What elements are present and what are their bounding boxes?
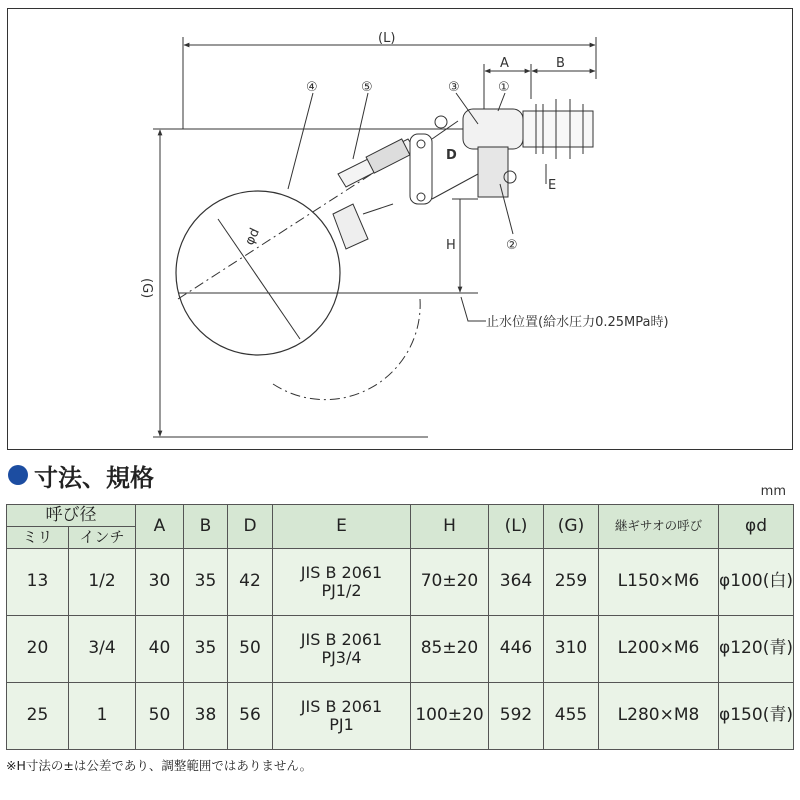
technical-drawing [7, 8, 793, 450]
label-b: B [556, 56, 565, 71]
cell-e-line2: PJ1/2 [321, 581, 362, 600]
header-e: E [273, 505, 411, 549]
ball-tap-diagram [8, 9, 791, 448]
header-rod: 継ギサオの呼び [599, 505, 719, 549]
stem-rod [363, 204, 393, 214]
arm-lower [432, 174, 478, 199]
label-phi-d: φd [242, 226, 263, 248]
cell-l: 592 [489, 683, 544, 750]
header-g: (G) [544, 505, 599, 549]
cell-rod: L150×M6 [599, 549, 719, 616]
header-h: H [411, 505, 489, 549]
leader-4 [288, 93, 313, 189]
table-row [7, 549, 794, 616]
cell-e [273, 549, 411, 616]
cell-phi-d: φ150(青) [719, 683, 794, 750]
cell-g: 455 [544, 683, 599, 750]
cell-b: 38 [184, 683, 228, 750]
cell-a: 50 [136, 683, 184, 750]
cell-d: 50 [228, 616, 273, 683]
cell-l: 446 [489, 616, 544, 683]
cell-d: 42 [228, 549, 273, 616]
cell-d: 56 [228, 683, 273, 750]
header-nominal: 呼び径 [7, 505, 136, 527]
label-part-1: ① [498, 80, 510, 95]
cell-h: 100±20 [411, 683, 489, 750]
cell-e-line1: JIS B 2061 [300, 562, 383, 582]
cell-e-line2: PJ3/4 [321, 648, 362, 667]
spec-table [6, 504, 794, 750]
leader-1 [498, 93, 505, 111]
swing-arc [273, 299, 420, 400]
header-l: (L) [489, 505, 544, 549]
cell-a: 30 [136, 549, 184, 616]
cell-inch: 1/2 [69, 549, 136, 616]
section-title-text: 寸法、規格 [34, 463, 154, 492]
label-g: (G) [139, 278, 154, 299]
header-inch: インチ [69, 527, 136, 549]
float-ball [176, 191, 340, 355]
cell-e [273, 683, 411, 750]
header-mm: ミリ [7, 527, 69, 549]
valve-seat [478, 147, 508, 197]
cell-b: 35 [184, 616, 228, 683]
label-stop-level: 止水位置(給水圧力0.25MPa時) [486, 315, 669, 330]
label-h: H [446, 238, 456, 253]
header-phi-d: φd [719, 505, 794, 549]
cell-mm: 13 [7, 549, 69, 616]
header-d: D [228, 505, 273, 549]
leader-5 [353, 93, 368, 159]
arm-upper [432, 121, 458, 139]
bullet-dot-icon [8, 465, 28, 485]
ball-stem [333, 204, 368, 249]
screw-head [435, 116, 447, 128]
label-l: (L) [378, 31, 396, 46]
header-b: B [184, 505, 228, 549]
rod-coupling [366, 139, 410, 173]
cell-mm: 20 [7, 616, 69, 683]
cell-inch: 1 [69, 683, 136, 750]
section-title [8, 458, 154, 492]
cell-inch: 3/4 [69, 616, 136, 683]
cell-rod: L280×M8 [599, 683, 719, 750]
cell-phi-d: φ100(白) [719, 549, 794, 616]
footnote: ※H寸法の±は公差であり、調整範囲ではありません。 [6, 758, 313, 773]
cell-h: 85±20 [411, 616, 489, 683]
cell-mm: 25 [7, 683, 69, 750]
label-a: A [500, 56, 509, 71]
header-a: A [136, 505, 184, 549]
cell-phi-d: φ120(青) [719, 616, 794, 683]
cell-e-line1: JIS B 2061 [300, 696, 383, 716]
cell-g: 310 [544, 616, 599, 683]
label-e: E [548, 178, 557, 193]
label-part-4: ④ [306, 80, 318, 95]
table-row [7, 616, 794, 683]
cell-a: 40 [136, 616, 184, 683]
table-row [7, 683, 794, 750]
stop-level-leader [461, 297, 486, 321]
cell-b: 35 [184, 549, 228, 616]
label-part-2: ② [506, 238, 518, 253]
cell-h: 70±20 [411, 549, 489, 616]
label-part-3: ③ [448, 80, 460, 95]
cell-e-line2: PJ1 [329, 715, 354, 734]
cell-l: 364 [489, 549, 544, 616]
cell-rod: L200×M6 [599, 616, 719, 683]
unit-label: mm [760, 484, 786, 499]
label-part-5: ⑤ [361, 80, 373, 95]
cell-e-line1: JIS B 2061 [300, 629, 383, 649]
label-d: D [446, 148, 457, 163]
cell-e [273, 616, 411, 683]
cell-g: 259 [544, 549, 599, 616]
